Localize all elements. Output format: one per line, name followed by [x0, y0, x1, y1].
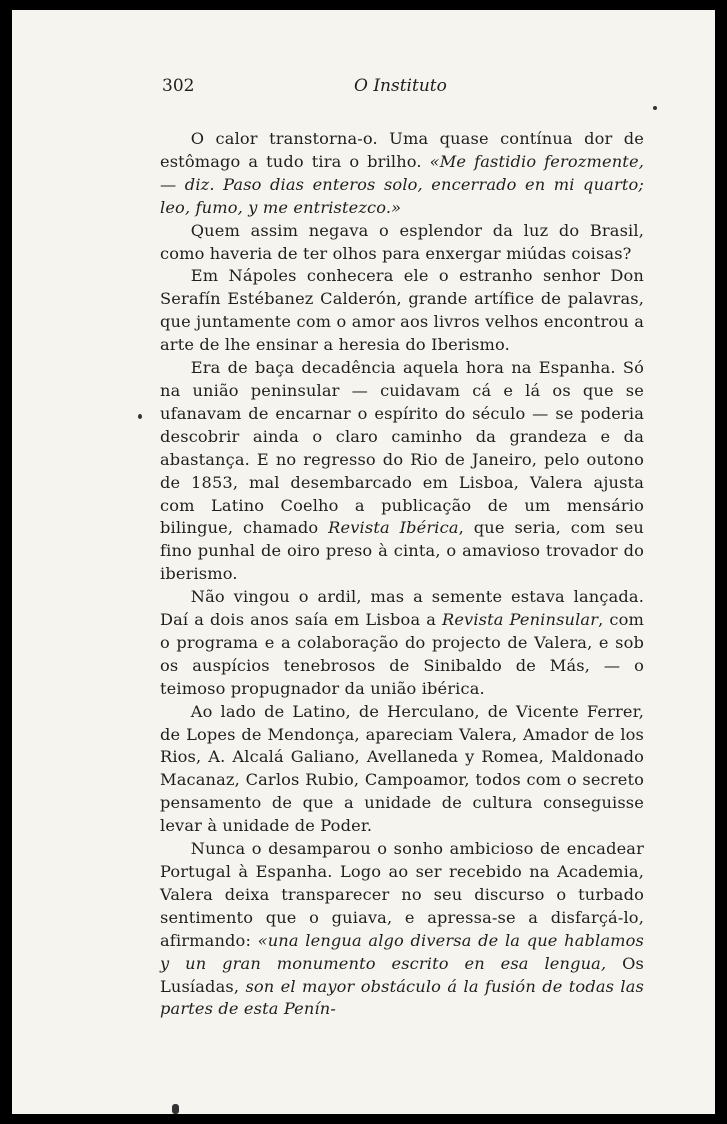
scan-speck: [138, 414, 142, 419]
paragraph-5-text: Não vingou o ardil, mas a semente estava lançada. Daí a dois anos saía em Lisboa a: [160, 587, 644, 630]
paragraph-2: Quem assim negava o esplendor da luz do Brasil, como haveria de ter olhos para enxergar miúdas coisas?: [160, 220, 644, 263]
page-number: 302: [162, 76, 195, 96]
paragraph-7: [160, 838, 644, 1021]
book-page: [12, 10, 715, 1114]
paragraph-6: Ao lado de Latino, de Herculano, de Vicente Ferrer, de Lopes de Mendonça, apareciam Valera, Amador de los Rios, A. Alcalá Galiano, Avellaneda y Romea, Maldonado Macanaz, Carlos Rubio, Campoamor, todos com o secreto pensamento de que a unidade de cultura conseguisse levar à unidade de Poder.: [160, 701, 644, 836]
paragraph-4-text: Era de baça decadência aquela hora na Espanha. Só na união peninsular — cuidavam cá e lá os que se ufanavam de encarnar o espírito do século — se poderia descobrir ainda o claro caminho da grandeza e da abastança. E no regresso do Rio de Janeiro, pelo outono de 1853, mal desembarcado em Lisboa, Valera ajusta com Latino Coelho a publicação de um mensário bilingue, chamado: [160, 358, 644, 538]
paragraph-7-quote: «una lengua algo diversa de la que hablamos y un gran monumento escrito en esa lengua,: [160, 930, 644, 973]
paragraph-4-text-end: , que seria, com seu fino punhal de oiro preso à cinta, o amavioso trovador do iberismo.: [160, 518, 644, 584]
paragraph-7-quote-end: son el mayor obstáculo á la fusión de todas las partes de esta Penín-: [160, 976, 644, 1019]
running-title: O Instituto: [354, 76, 447, 96]
paragraph-5-text-end: , com o programa e a colaboração do projecto de Valera, e sob os auspícios tenebrosos de Sinibaldo de Más, — o teimoso propugnador da união ibérica.: [160, 610, 644, 698]
paragraph-4: [160, 357, 644, 586]
revista-iberica-title: Revista Ibérica: [328, 518, 459, 538]
paragraph-3: Em Nápoles conhecera ele o estranho senhor Don Serafín Estébanez Calderón, grande artífice de palavras, que juntamente com o amor aos livros velhos encontrou a arte de lhe ensinar a heresia do Iberismo.: [160, 266, 644, 355]
paragraph-1-text: O calor transtorna-o. Uma quase contínua dor de estômago a tudo tira o brilho.: [160, 129, 644, 171]
lusiadas-title: Os Lusíadas,: [160, 953, 644, 996]
page-header: [12, 76, 715, 102]
paragraph-1: [160, 128, 644, 220]
body-text: [160, 128, 644, 1021]
scan-speck: [172, 1104, 179, 1114]
scan-speck: [653, 106, 657, 110]
paragraph-5: [160, 586, 644, 701]
paragraph-7-text: Nunca o desamparou o sonho ambicioso de encadear Portugal à Espanha. Logo ao ser recebido na Academia, Valera deixa transparecer no seu discurso o turbado sentimento que o guiava, e apressa-se a disfarçá-lo, afirmando:: [160, 839, 644, 950]
revista-peninsular-title: Revista Peninsular: [441, 610, 599, 630]
paragraph-1-quote: «Me fastidio ferozmente, — diz. Paso dias enteros solo, encerrado en mi quarto; leo, fumo, y me entristezco.»: [160, 151, 644, 217]
